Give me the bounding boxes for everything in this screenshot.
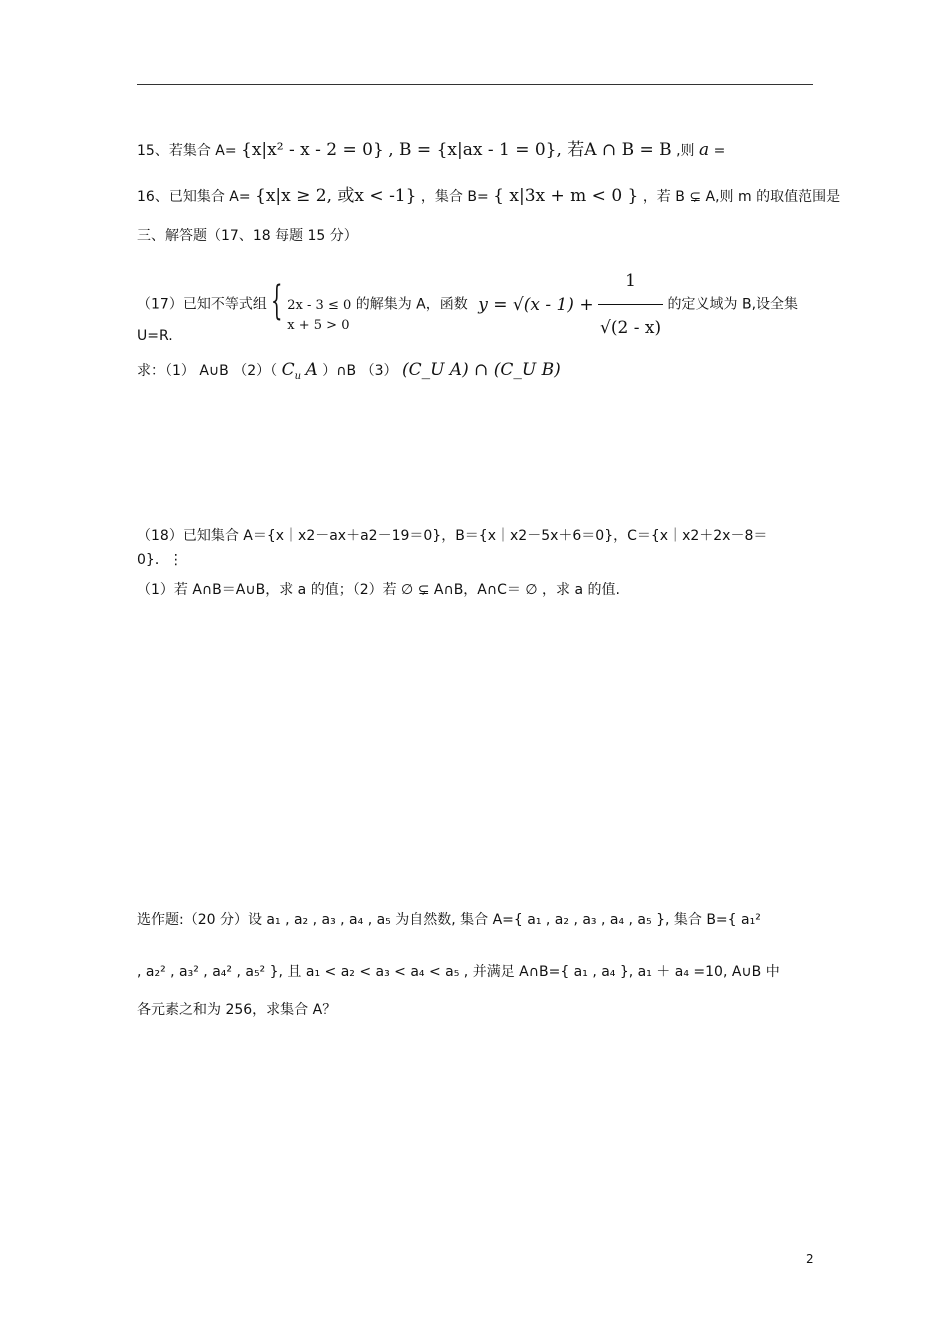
header-rule <box>137 84 813 85</box>
q16-mid: ，集合 B= <box>420 189 489 205</box>
q18-line-3: （1）若 A∩B＝A∪B，求 a 的值；（2）若 ∅ ⊊ A∩B，A∩C＝ ∅ ，求 a 的值. <box>137 582 620 598</box>
inequality-row-2: x + 5 > 0 <box>287 317 350 333</box>
function-lhs: y = √(x - 1) + <box>478 294 594 315</box>
inequality-row-1: 2x - 3 ≤ 0 <box>287 297 352 313</box>
q15-set-b: , B = {x|ax - 1 = 0}, 若A ∩ B = B <box>388 140 672 160</box>
q18-line-2: 0}．⋮ <box>137 552 183 568</box>
elective-line-1: 选作题:（20 分）设 a₁ , a₂ , a₃ , a₄ , a₅ 为自然数, 集合 A={ a₁ , a₂ , a₃ , a₄ , a₅ }, 集合 B={ a₁² <box>137 912 761 928</box>
question-15 <box>137 140 725 161</box>
q17-tail: 的定义域为 B,设全集 <box>667 296 799 313</box>
q17-ask-expr: (C_U A) ∩ (C_U B) <box>401 360 561 380</box>
q17-label: （17）已知不等式组 <box>137 296 267 313</box>
q17-mid: 的解集为 A，函数 <box>355 296 468 313</box>
inequality-system <box>271 277 352 333</box>
section-heading: 三、解答题（17、18 每题 15 分） <box>137 228 358 244</box>
q16-set-a: {x|x ≥ 2, 或x < -1} <box>255 186 417 206</box>
question-17 <box>137 258 798 351</box>
q17-line-2: U=R. <box>137 328 173 344</box>
q15-eq: = <box>713 143 726 159</box>
complement-c: C <box>281 360 295 380</box>
question-16 <box>137 186 840 207</box>
elective-line-2: , a₂² , a₃² , a₄² , a₅² }, 且 a₁ < a₂ < a₃ < a₄ < a₅ , 并满足 A∩B={ a₁ , a₄ }, a₁ ＋ a₄ =10, A∪B 中 <box>137 964 780 980</box>
q16-set-b: { x|3x + m < 0 } <box>493 186 639 206</box>
complement-u: u <box>294 371 302 382</box>
function-fraction <box>598 258 663 351</box>
q18-line-1: （18）已知集合 A＝{x｜x2－ax＋a2－19＝0}，B＝{x｜x2－5x＋6＝0}，C＝{x｜x2＋2x－8＝ <box>137 528 768 544</box>
elective-line-3: 各元素之和为 256，求集合 A？ <box>137 1002 337 1018</box>
q17-ask-mid: ）∩B （3） <box>322 363 398 379</box>
q15-var: a <box>699 140 710 160</box>
fraction-numerator: 1 <box>598 258 663 305</box>
fraction-denominator: √(2 - x) <box>600 318 662 338</box>
q15-set-a: {x|x² - x - 2 = 0} <box>241 140 384 160</box>
complement-a: A <box>305 360 318 380</box>
q15-label: 15、若集合 A= <box>137 143 237 159</box>
left-brace-icon: { <box>271 277 283 324</box>
q16-tail: ，若 B ⊊ A,则 m 的取值范围是 <box>642 189 841 205</box>
q17-ask-text: 求：（1） A∪B （2）（ <box>137 363 278 379</box>
q17-ask <box>137 360 561 383</box>
q16-label: 16、已知集合 A= <box>137 189 251 205</box>
q15-tail: ,则 <box>676 143 695 159</box>
page-number: 2 <box>806 1252 814 1266</box>
